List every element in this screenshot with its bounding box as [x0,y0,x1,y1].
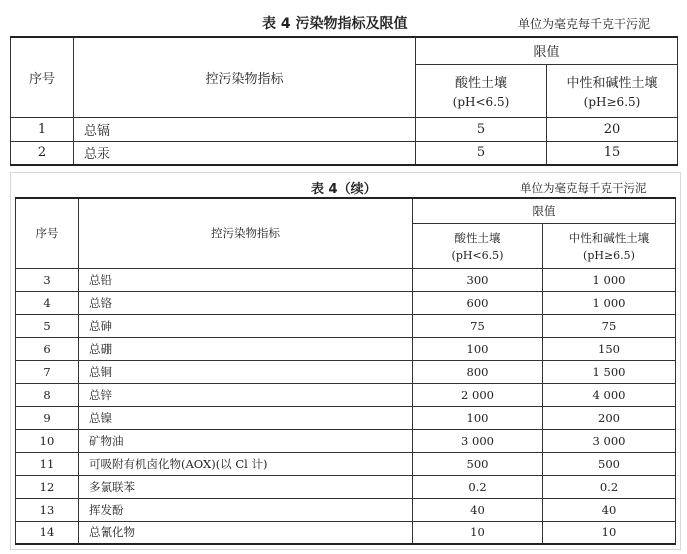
header-limit: 限值 [416,37,678,64]
row-neutral-value: 15 [547,141,678,165]
row-no: 14 [16,521,79,544]
row-acid-value: 100 [413,406,543,429]
row-no: 10 [16,429,79,452]
row-acid-value: 10 [413,521,543,544]
row-indicator: 挥发酚 [79,498,413,521]
table-row [16,498,676,521]
header-neutral [543,223,676,268]
header-neutral-ph: (pH≥6.5) [583,248,635,262]
row-indicator: 矿物油 [79,429,413,452]
header-neutral-ph: (pH≥6.5) [583,95,641,109]
row-neutral-value: 1 000 [543,291,676,314]
row-acid-value: 5 [416,117,547,141]
row-indicator: 总镉 [74,117,416,141]
header-neutral-label: 中性和碱性土壤 [566,76,658,91]
row-acid-value: 2 000 [413,383,543,406]
row-no: 11 [16,452,79,475]
row-indicator: 总氰化物 [79,521,413,544]
row-no: 8 [16,383,79,406]
row-indicator: 可吸附有机卤化物(AOX)(以 Cl 计) [79,452,413,475]
row-neutral-value: 150 [543,337,676,360]
table-row [16,360,676,383]
header-acid [416,64,547,117]
row-no: 12 [16,475,79,498]
row-neutral-value: 10 [543,521,676,544]
row-acid-value: 100 [413,337,543,360]
table-row [16,268,676,291]
table2-unit: 单位为毫克每千克干污泥 [520,181,647,195]
table1-unit: 单位为毫克每千克干污泥 [518,17,651,31]
row-indicator: 总铜 [79,360,413,383]
table2 [15,197,676,545]
row-neutral-value: 75 [543,314,676,337]
table-row [16,383,676,406]
row-neutral-value: 1 500 [543,360,676,383]
row-indicator: 总硼 [79,337,413,360]
header-indicator: 控污染物指标 [74,37,416,117]
header-limit: 限值 [413,198,676,223]
row-no: 4 [16,291,79,314]
table1 [10,36,678,166]
row-neutral-value: 40 [543,498,676,521]
header-acid-ph: (pH<6.5) [451,248,504,262]
header-indicator: 控污染物指标 [79,198,413,268]
row-no: 9 [16,406,79,429]
header-neutral-label: 中性和碱性土壤 [568,230,650,245]
row-indicator: 总汞 [74,141,416,165]
table-row [16,475,676,498]
row-neutral-value: 20 [547,117,678,141]
header-seq: 序号 [16,198,79,268]
row-neutral-value: 3 000 [543,429,676,452]
row-no: 6 [16,337,79,360]
row-indicator: 总镍 [79,406,413,429]
table-row [16,314,676,337]
row-acid-value: 75 [413,314,543,337]
table-row [16,406,676,429]
row-neutral-value: 0.2 [543,475,676,498]
row-neutral-value: 200 [543,406,676,429]
row-no: 13 [16,498,79,521]
table-row [16,291,676,314]
row-neutral-value: 1 000 [543,268,676,291]
row-acid-value: 0.2 [413,475,543,498]
header-acid-label: 酸性土壤 [454,76,507,91]
table-row [16,521,676,544]
table-row [11,141,678,165]
table-row [16,429,676,452]
header-seq: 序号 [11,37,74,117]
row-acid-value: 300 [413,268,543,291]
row-acid-value: 5 [416,141,547,165]
header-neutral [547,64,678,117]
table2-title: 表 4（续） [311,182,377,197]
table-row [16,337,676,360]
row-acid-value: 40 [413,498,543,521]
row-acid-value: 800 [413,360,543,383]
row-no: 3 [16,268,79,291]
table-row [11,117,678,141]
row-indicator: 多氯联苯 [79,475,413,498]
row-indicator: 总砷 [79,314,413,337]
row-acid-value: 600 [413,291,543,314]
row-no: 1 [11,117,74,141]
row-neutral-value: 4 000 [543,383,676,406]
row-no: 7 [16,360,79,383]
row-indicator: 总铅 [79,268,413,291]
table-row [16,452,676,475]
row-neutral-value: 500 [543,452,676,475]
row-acid-value: 3 000 [413,429,543,452]
row-indicator: 总锌 [79,383,413,406]
table1-title: 表 4 污染物指标及限值 [262,16,408,32]
row-no: 5 [16,314,79,337]
row-no: 2 [11,141,74,165]
header-acid-ph: (pH<6.5) [452,95,510,109]
row-indicator: 总铬 [79,291,413,314]
row-acid-value: 500 [413,452,543,475]
header-acid [413,223,543,268]
header-acid-label: 酸性土壤 [454,230,501,245]
